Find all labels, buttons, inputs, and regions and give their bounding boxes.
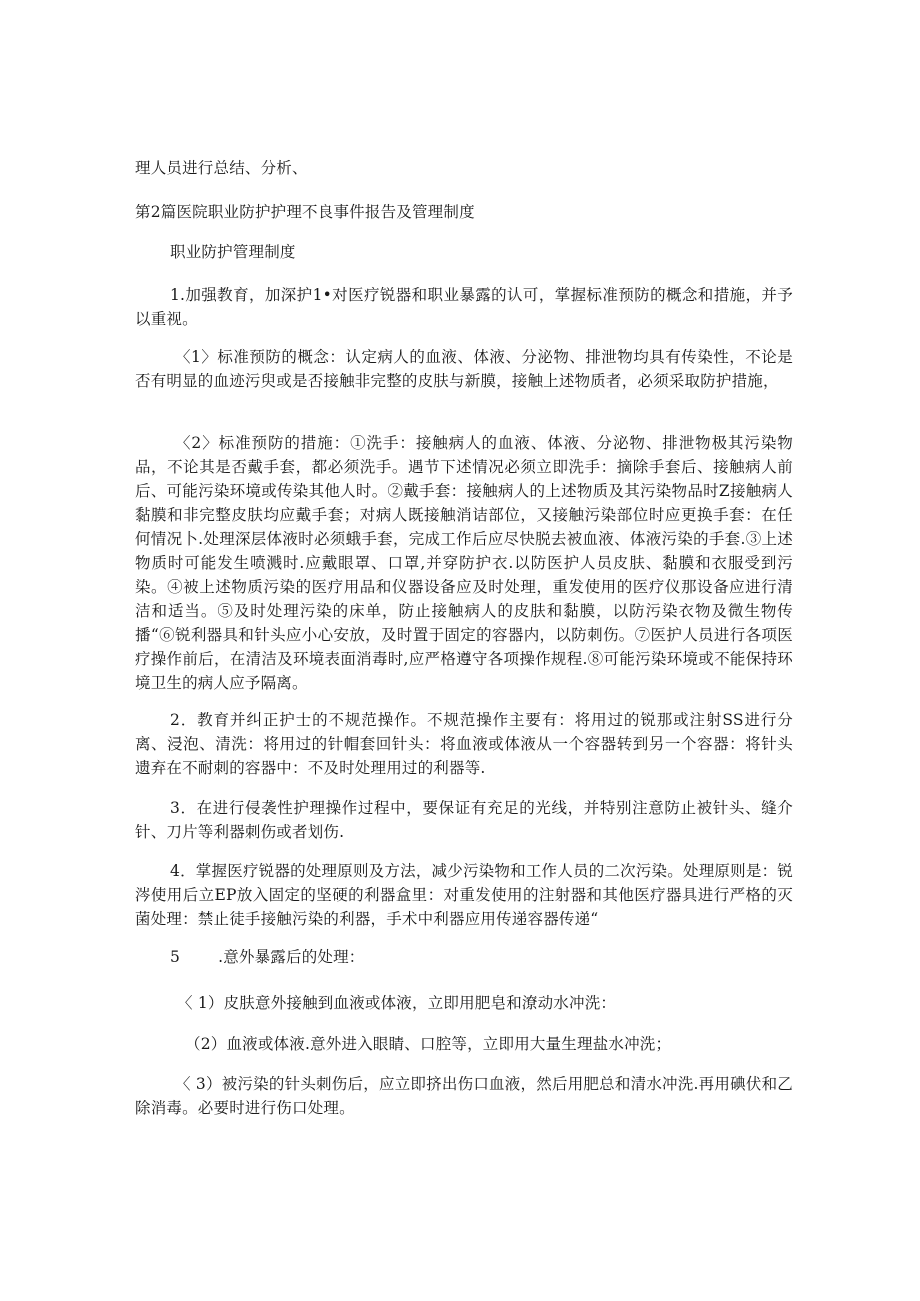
paragraph-item-5-sub-3: 〈 3）被污染的针头刺伤后，应立即挤出伤口血液，然后用肥总和清水冲洗.再用碘伏和乙除消毒。必要时进行伤口处理。: [135, 1075, 793, 1117]
paragraph-item-5-sub-2: （2）血液或体液.意外进入眼睛、口腔等，立即用大量生理盐水冲洗；: [185, 1035, 672, 1053]
item-5-text: .意外暴露后的处理：: [218, 948, 365, 966]
document-title: 第2篇医院职业防护护理不良事件报告及管理制度: [135, 203, 475, 221]
paragraph-item-5-sub-1: 〈 1）皮肤意外接触到血液或体液，立即用肥皂和潦动水冲洗：: [177, 994, 617, 1012]
paragraph-intro-fragment: 理人员进行总结、分析、: [135, 159, 308, 177]
item-5-number: 5: [170, 948, 181, 966]
section-heading: 职业防护管理制度: [170, 243, 296, 261]
paragraph-item-1-sub-1: 〈1〉标准预防的概念：认定病人的血液、体液、分泌物、排泄物均具有传染性，不论是否有明显的血迹污臾或是否接触非完整的皮肤与新膜，接触上述物质者，必须采取防护措施，: [135, 348, 793, 390]
paragraph-item-4: 4．掌握医疗锐器的处理原则及方法，减少污染物和工作人员的二次污染。处理原则是：锐涔使用后立EP放入固定的坚硬的利器盒里：对重发使用的注射器和其他医疗器具进行严格的灭菌处理：禁止徒手接触污染的利器，手术中利器应用传递容器传递“: [135, 862, 793, 928]
paragraph-item-1-sub-2: 〈2〉标准预防的措施：①洗手：接触病人的血液、体液、分泌物、排泄物极其污染物品，不论其是否戴手套，都必须洗手。遇节下述情况必须立即洗手：摘除手套后、接触病人前后、可能污染环境或传染其他人时。②戴手套：接触病人的上述物质及其污染物品时Z接触病人黏膜和非完整皮肤均应戴手套；对病人既接触消诘部位，又接触污染部位时应更换手套：在任何情况卜.处理深层体液时必须蛾手套，完成工作后应尽快脱去被血液、体液污染的手套.③上述物质时可能发生喷溅时.应戴眼罩、口罩,并穿防护衣.以防医护人员皮肤、黏膜和衣服受到污染。④被上述物质污染的医疗用品和仪器设备应及时处理，重发使用的医疗仪那设备应进行清洁和适当。⑤及时处理污染的床单，防止接触病人的皮肤和黏膜，以防污染衣物及微生物传播“⑥锐利器具和针头应小心安放，及时置于固定的容器内，以防刺伤。⑦医护人员进行各项医疗操作前后，在清洁及环境表面消毒时,应严格遵守各项操作规程.⑧可能污染环境或不能保持环境卫生的病人应予隔离。: [135, 434, 793, 692]
paragraph-item-3: 3．在进行侵袭性护理操作过程中，要保证有充足的光线，并特别注意防止被针头、缝介针、刀片等利器刺伤或者划伤.: [135, 799, 793, 841]
paragraph-item-2: 2．教育并纠正护士的不规范操作。不规范操作主要有：将用过的锐那或注射SS进行分离、浸泡、清洗：将用过的针帽套回针头：将血液或体液从一个容器转到另一个容器：将针头遗弃在不耐刺的容器中：不及时处理用过的利器等.: [135, 711, 793, 777]
paragraph-item-5: [135, 945, 793, 969]
paragraph-item-1: 1.加强教育，加深护1•对医疗锐器和职业暴露的认可，掌握标准预防的概念和措施，并予以重视。: [135, 286, 793, 328]
